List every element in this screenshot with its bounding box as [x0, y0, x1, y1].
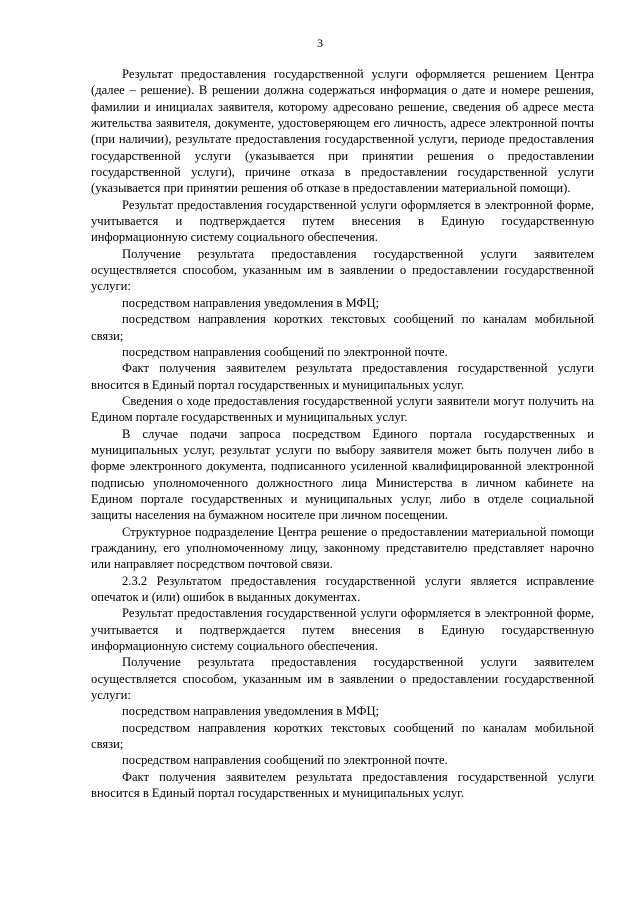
- list-item-mfc-notice-2: посредством направления уведомления в МФЦ;: [122, 704, 380, 719]
- paragraph-receipt-method: Получение результата предоставления государственной услуги заявителем осуществляется способом, указанным им в заявлении о предоставлении государственной услуги:: [91, 246, 594, 294]
- list-item-sms-2: посредством направления коротких текстовых сообщений по каналам мобильной связи;: [91, 720, 594, 752]
- document-body: [91, 66, 594, 801]
- paragraph-portal-request: В случае подачи запроса посредством Единого портала государственных и муниципальных услуг, результат услуги по выбору заявителя может быть получен либо в форме электронного документа, подписанного усиленной квалифицированной электронной подписью уполномоченного должностного лица Министерства в личном кабинете на Едином портале государственных и муниципальных услуг, либо в отделе социальной защиты населения на бумажном носителе при личном посещении.: [91, 426, 594, 523]
- paragraph-progress-info: Сведения о ходе предоставления государственной услуги заявители могут получить на Едином портале государственных и муниципальных услуг.: [91, 393, 594, 425]
- paragraph-receipt-fact: Факт получения заявителем результата предоставления государственной услуги вносится в Единый портал государственных и муниципальных услуг.: [91, 361, 594, 392]
- list-item-email: посредством направления сообщений по электронной почте.: [122, 344, 448, 359]
- list-item-mfc-notice: посредством направления уведомления в МФЦ;: [122, 295, 380, 310]
- paragraph-receipt-fact-2: Факт получения заявителем результата предоставления государственной услуги вносится в Единый портал государственных и муниципальных услуг.: [91, 769, 594, 801]
- page-number: 3: [317, 36, 323, 50]
- paragraph-electronic-form-2: Результат предоставления государственной услуги оформляется в электронной форме, учитывается и подтверждается путем внесения в Единую государственную информационную систему социального обеспечения.: [91, 606, 594, 654]
- paragraph-structural-unit: Структурное подразделение Центра решение о предоставлении материальной помощи гражданину, его уполномоченному лицу, законному представителю представляет нарочно или направляет посредством почтовой связи.: [91, 524, 594, 572]
- paragraph-section-2-3-2: 2.3.2 Результатом предоставления государственной услуги является исправление опечаток и (или) ошибок в выданных документах.: [91, 573, 594, 604]
- list-item-sms: посредством направления коротких текстовых сообщений по каналам мобильной связи;: [91, 312, 594, 343]
- paragraph-receipt-method-2: Получение результата предоставления государственной услуги заявителем осуществляется способом, указанным им в заявлении о предоставлении государственной услуги:: [91, 655, 594, 703]
- paragraph-result-decision: Результат предоставления государственной услуги оформляется решением Центра (далее – решение). В решении должна содержаться информация о дате и номере решения, фамилии и инициалах заявителя, которому адресовано решение, сведения об адресе места жительства заявителя, документе, удостоверяющем его личность, адресе электронной почты (при наличии), результате предоставления государственной услуги, периоде предоставления государственной услуги (указывается при принятии решения о предоставлении государственной услуги), причине отказа в предоставлении государственной услуги (указывается при принятии решения об отказе в предоставлении материальной помощи).: [91, 67, 594, 196]
- list-item-email-2: посредством направления сообщений по электронной почте.: [122, 753, 448, 768]
- paragraph-electronic-form: Результат предоставления государственной услуги оформляется в электронной форме, учитывается и подтверждается путем внесения в Единую государственную информационную систему социального обеспечения.: [91, 197, 594, 245]
